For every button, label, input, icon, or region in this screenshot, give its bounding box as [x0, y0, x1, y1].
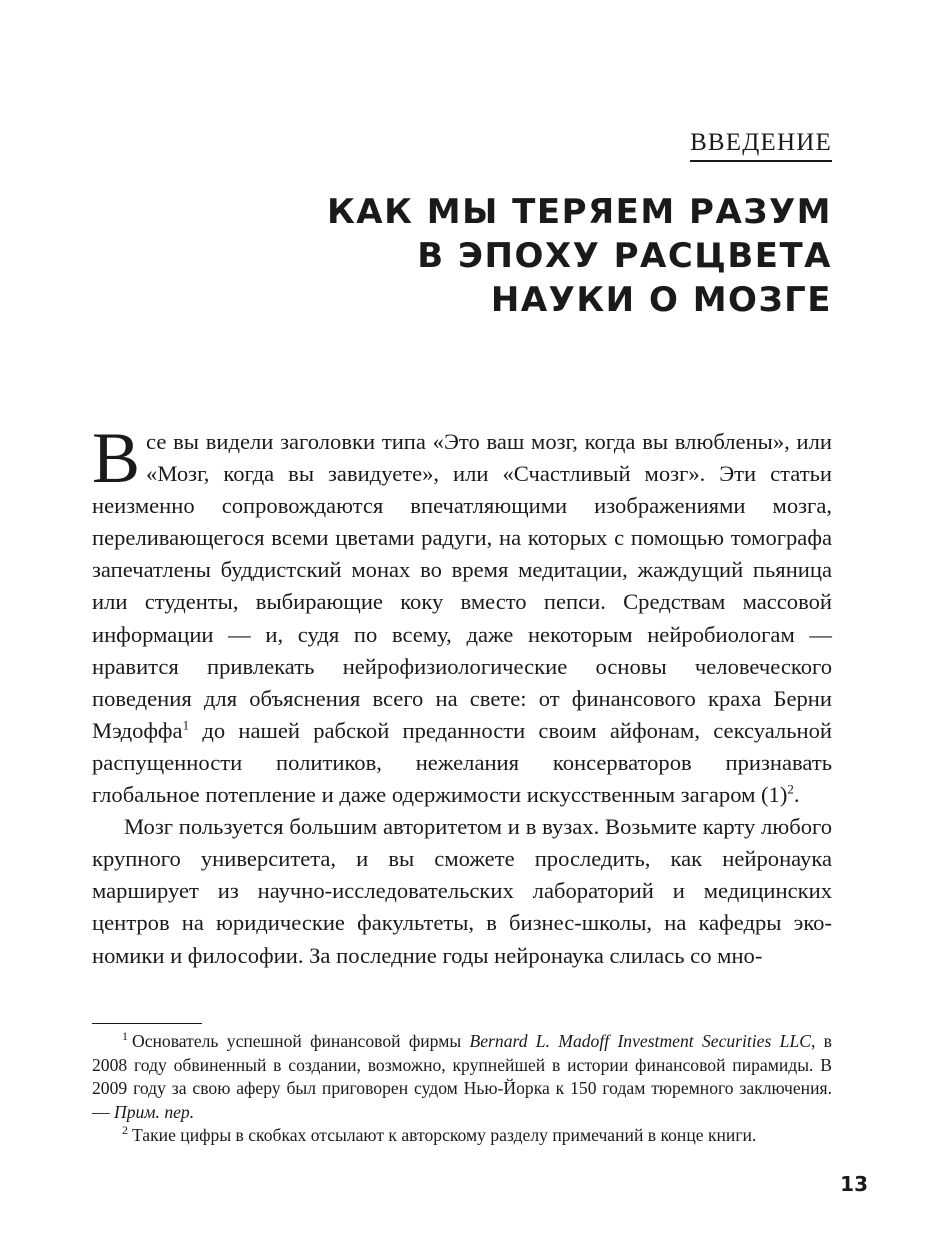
paragraph-2: Мозг пользуется большим авторитетом и в вузах. Возьмите карту любого крупного университета, и вы сможете проследить, как нейронаука марширует из научно-исследовательских лабораторий и медицинских центров на юридические факультеты, в бизнес-школы, на кафедры экономики и философии. За последние годы нейронаука слилась со мно-	[92, 814, 832, 968]
footnote-divider	[92, 1023, 202, 1024]
footnotes	[92, 1030, 832, 1148]
footnote-2	[92, 1124, 832, 1148]
footnote-2-number: 2	[122, 1123, 128, 1138]
chapter-title-line-3: НАУКИ О МОЗГЕ	[490, 280, 832, 320]
footnote-1-note-label: Прим. пер.	[114, 1101, 195, 1122]
chapter-title-line-1: КАК МЫ ТЕРЯЕМ РАЗУМ	[327, 192, 832, 232]
footnote-1	[92, 1030, 832, 1124]
drop-cap: В	[92, 418, 141, 498]
paragraph-1-text-a: се вы видели заголовки типа «Это ваш мозг, когда вы влюблены», или «Мозг, когда вы завидуете», или «Счастливый мозг». Эти статьи неизменно сопровождаются впечатляющими изображениями мозга, переливающегося всеми цветами радуги, на которых с помощью томографа запечатлены буддистский монах во время медитации, жаждущий пьяница или студенты, выбирающие коку вместо пепси. Средствам массовой информации — и, судя по всему, даже некоторым нейробиологам — нравится привлекать нейрофизиологические основы человеческого поведения для объяснения всего на свете: от финансового краха Берни Мэдоффа	[92, 429, 832, 743]
footnote-1-text-b: , в 2008 году обвиненный в создании, возможно, крупнейшей в истории финансовой пирамиды. В 2009 году за свою аферу был приговорен судом Нью-Йорка к 150 годам тюремного заключения. —	[92, 1031, 832, 1122]
chapter-title-line-2: В ЭПОХУ РАСЦВЕТА	[417, 236, 832, 276]
chapter-title	[327, 190, 832, 322]
paragraph-1	[92, 418, 832, 811]
footnote-2-text: Такие цифры в скобках отсылают к авторскому разделу примечаний в конце книги.	[132, 1125, 757, 1145]
footnote-1-text-a: Основатель успешной финансовой фирмы	[132, 1031, 470, 1051]
body-text	[92, 418, 832, 972]
footnote-ref-1[interactable]: 1	[182, 717, 190, 733]
footnote-1-company: Bernard L. Madoff Investment Securities LLC	[469, 1031, 811, 1051]
footnote-1-number: 1	[122, 1029, 128, 1044]
page-number: 13	[840, 1172, 868, 1196]
paragraph-1-text-end: .	[793, 782, 800, 808]
paragraph-1-text-b: до нашей рабской преданности своим айфонам, сексуальной распущенности политиков, нежелания консерваторов признавать глобальное потепление и даже одержимости искусственным загаром (1)	[92, 717, 832, 808]
footnote-ref-2[interactable]: 2	[787, 781, 794, 797]
section-label: ВВЕДЕНИЕ	[690, 128, 832, 162]
